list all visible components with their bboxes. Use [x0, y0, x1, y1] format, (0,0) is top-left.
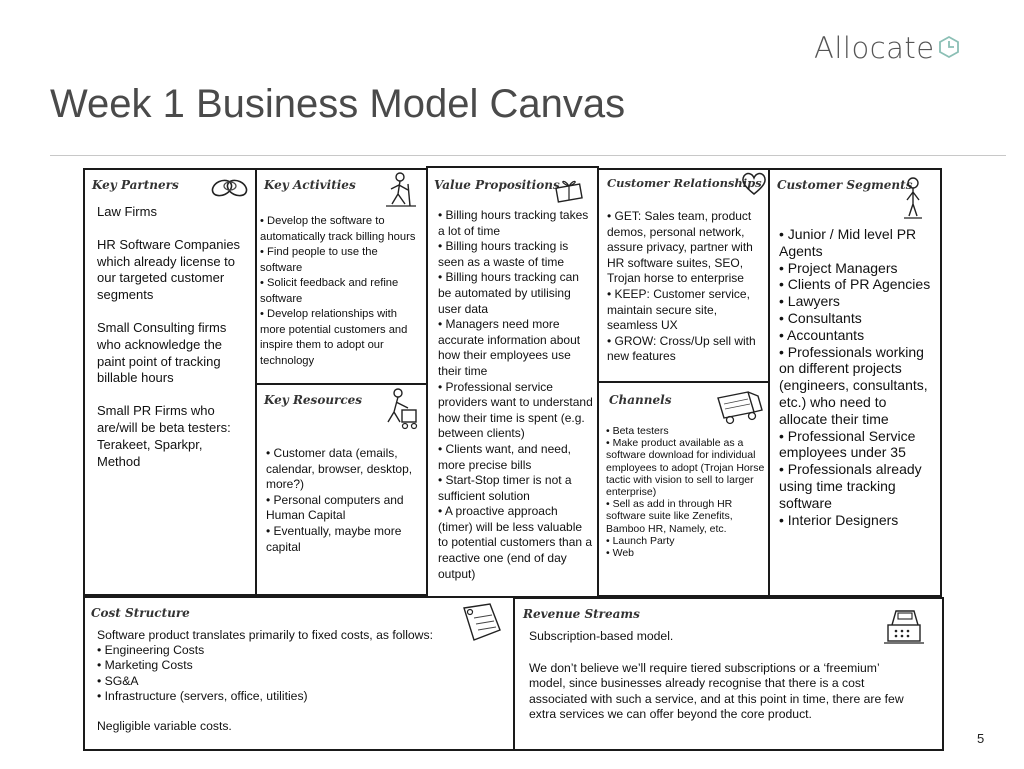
partner-item: Small PR Firms who are/will be beta testers: Terakeet, Sparkpr, Method: [97, 403, 231, 469]
segment-item: • Interior Designers: [779, 511, 899, 528]
revenue-paragraph: We don’t believe we’ll require tiered subscriptions or a ‘freemium’ model, since businesses already recognise that there is a cost associated with such a service, and at this point in time, there are few extra services we can offer beyond the core product.: [529, 660, 904, 722]
customer-segments-heading: Customer Segments: [777, 178, 913, 192]
cost-intro: Software product translates primarily to fixed costs, as follows:: [97, 628, 433, 642]
worker-icon: [380, 170, 420, 210]
worker-cart-icon: [378, 386, 422, 432]
page-number: 5: [977, 731, 985, 746]
cost-structure-content: [97, 628, 497, 734]
resource-item: • Personal computers and Human Capital: [266, 492, 404, 523]
key-partners-heading: Key Partners: [92, 178, 179, 192]
relationship-item: • GET: Sales team, product demos, personal network, assure privacy, partner with HR software suites, SEO, Trojan horse to enterprise: [607, 209, 753, 286]
customer-segments-list: [779, 226, 937, 528]
delivery-truck-icon: [714, 388, 766, 428]
key-partners-list: [97, 204, 249, 486]
value-propositions-list: [438, 208, 594, 582]
value-propositions-heading: Value Propositions: [434, 178, 560, 192]
customer-relationships-heading: Customer Relationships: [607, 176, 762, 190]
cost-item: • SG&A: [97, 673, 139, 688]
value-item: • Clients want, and need, more precise bills: [438, 441, 571, 472]
activity-item: • Find people to use the software: [260, 246, 378, 274]
channels-list: [606, 425, 766, 559]
relationship-item: • KEEP: Customer service, maintain secure site, seamless UX: [607, 286, 750, 333]
key-activities-heading: Key Activities: [264, 178, 356, 192]
spacer: [97, 704, 497, 719]
value-item: • Billing hours tracking is seen as a waste of time: [438, 239, 569, 269]
gift-icon: [552, 174, 586, 204]
partner-item: HR Software Companies which already license to our targeted customer segments: [97, 236, 241, 303]
revenue-paragraph: Subscription-based model.: [529, 629, 674, 643]
segment-item: • Accountants: [779, 326, 865, 343]
relationship-item: • GROW: Cross/Up sell with new features: [607, 333, 756, 364]
value-item: • Billing hours tracking can be automated by utilising user data: [438, 270, 579, 316]
customer-relationships-list: [607, 209, 765, 365]
partner-item: Law Firms: [97, 204, 157, 219]
clock-hexagon-icon: [937, 35, 961, 64]
channel-item: • Beta testers: [606, 425, 669, 437]
channels-heading: Channels: [609, 393, 672, 407]
segment-item: • Project Managers: [779, 259, 898, 276]
segment-item: • Consultants: [779, 309, 862, 326]
cost-structure-heading: Cost Structure: [91, 606, 190, 620]
key-activities-list: [260, 214, 423, 369]
partner-item: Small Consulting firms who acknowledge the paint point of tracking billable hours: [97, 319, 227, 386]
segment-item: • Junior / Mid level PR Agents: [779, 226, 917, 259]
value-item: • Start-Stop timer is not a sufficient solution: [438, 473, 572, 503]
channel-item: • Web: [606, 547, 634, 560]
value-item: • Professional service providers want to understand how their time is spent (e.g. between clients): [438, 379, 593, 441]
cost-item: • Marketing Costs: [97, 658, 193, 673]
person-icon: [898, 176, 928, 222]
channel-item: • Sell as add in through HR software suite like Zenefits, Bamboo HR, Namely, etc.: [606, 498, 733, 535]
key-resources-heading: Key Resources: [264, 393, 363, 407]
channel-item: • Launch Party: [606, 534, 675, 547]
resource-item: • Eventually, maybe more capital: [266, 523, 402, 554]
value-item: • Managers need more accurate information about how their employees use their time: [438, 317, 581, 378]
segment-item: • Professional Service employees under 35: [779, 427, 916, 461]
slide-title: Week 1 Business Model Canvas: [50, 82, 626, 126]
segment-item: • Clients of PR Agencies: [779, 276, 931, 293]
cost-footer: Negligible variable costs.: [97, 719, 232, 734]
value-item: • A proactive approach (timer) will be less valuable to potential customers than a reactive one (end of day output): [438, 504, 593, 581]
heart-icon: [740, 171, 768, 197]
title-divider: [50, 155, 1006, 156]
chain-links-icon: [208, 172, 252, 204]
activity-item: • Solicit feedback and refine software: [260, 277, 399, 305]
revenue-streams-heading: Revenue Streams: [523, 607, 640, 621]
logo-text: Allocate: [814, 31, 935, 65]
activity-item: • Develop relationships with more potential customers and inspire them to adopt our technology: [260, 308, 408, 367]
key-resources-list: [266, 446, 422, 555]
segment-item: • Lawyers: [779, 293, 840, 310]
value-item: • Billing hours tracking takes a lot of time: [438, 208, 589, 238]
allocate-logo: [814, 30, 961, 66]
segment-item: • Professionals already using time tracking software: [779, 461, 922, 511]
cost-item: • Engineering Costs: [97, 643, 205, 658]
revenue-streams-content: [529, 629, 905, 739]
activity-item: • Develop the software to automatically track billing hours: [260, 215, 416, 243]
channel-item: • Make product available as a software download for individual employees to adopt (Trojan Horse tactic with vision to sell to larger enterprise): [606, 437, 765, 499]
segment-item: • Professionals working on different projects (engineers, consultants, etc.) who need to allocate their time: [779, 343, 928, 427]
resource-item: • Customer data (emails, calendar, browser, desktop, more?): [266, 446, 413, 492]
cost-item: • Infrastructure (servers, office, utilities): [97, 688, 308, 703]
